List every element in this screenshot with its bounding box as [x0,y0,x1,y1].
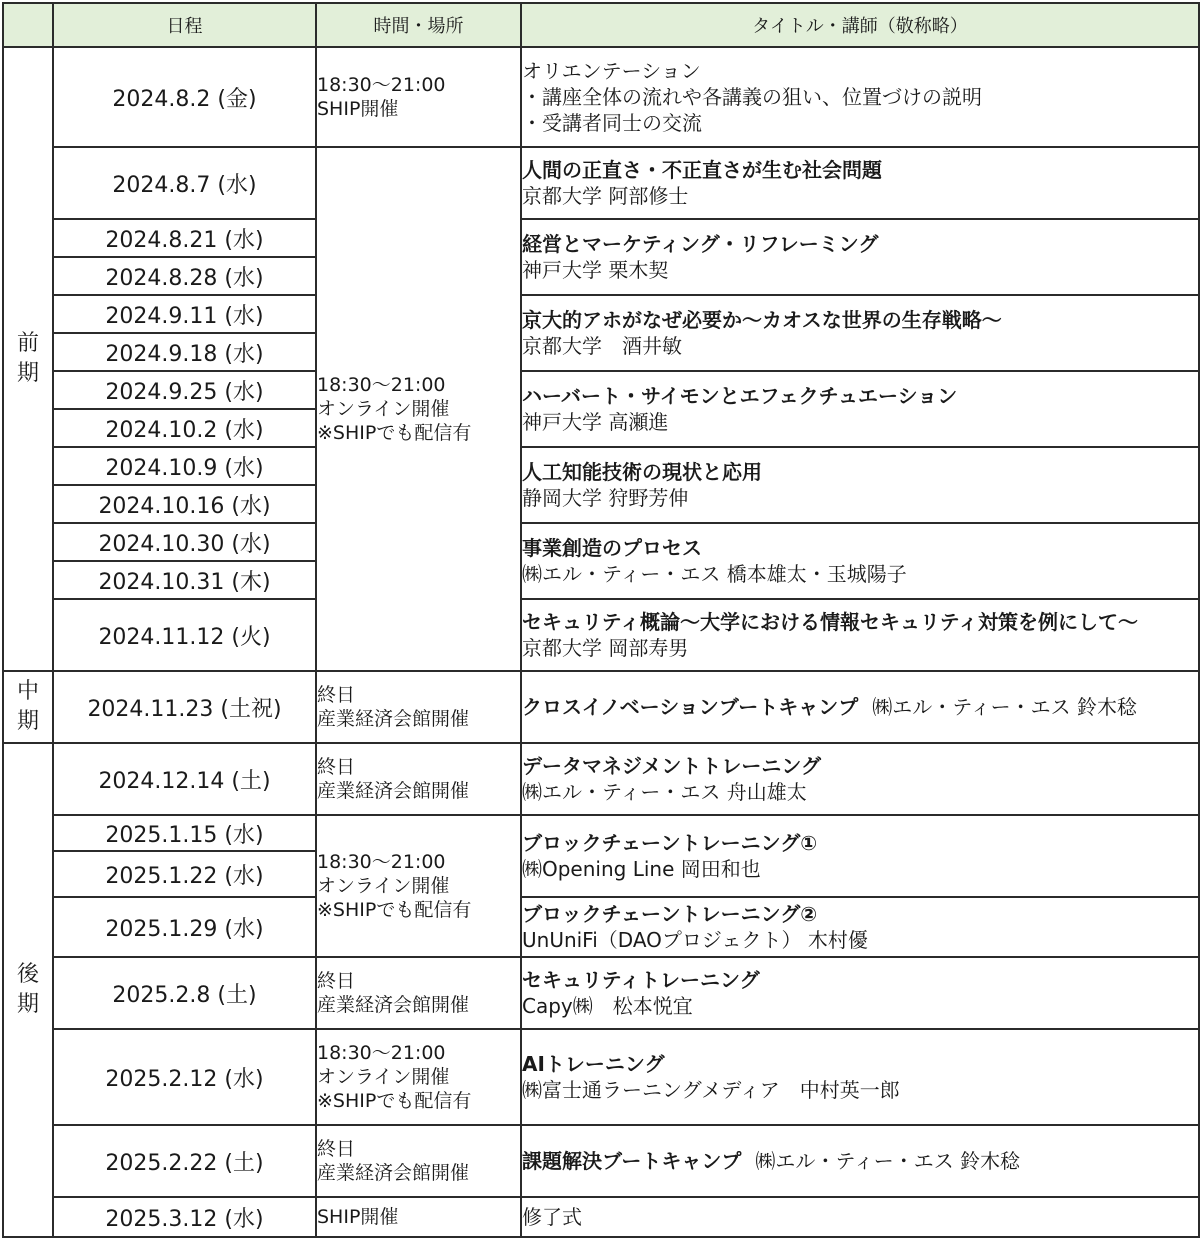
table-row [3,147,1199,219]
lecture-cell: セキュリティトレーニング Capy㈱ 松本悦宜 [521,957,1199,1029]
table-row [3,671,1199,743]
lecture-cell: データマネジメントトレーニング ㈱エル・ティー・エス 舟山雄太 [521,743,1199,815]
place-cell: 18:30～21:00 オンライン開催 ※SHIPでも配信有 [316,815,521,957]
date-cell: 2024.8.21 (水) [53,219,316,257]
header-title: タイトル・講師（敬称略） [521,3,1199,47]
table-row [3,371,1199,409]
date-cell: 2025.2.12 (水) [53,1029,316,1125]
lecture-cell: ブロックチェーントレーニング② UnUniFi（DAOプロジェクト） 木村優 [521,897,1199,957]
header-date: 日程 [53,3,316,47]
date-cell: 2024.12.14 (土) [53,743,316,815]
table-row [3,815,1199,851]
table-row [3,295,1199,333]
table-row [3,523,1199,561]
place-cell: 終日 産業経済会館開催 [316,743,521,815]
header-row [3,3,1199,47]
place-cell: 終日 産業経済会館開催 [316,957,521,1029]
lecture-cell: AIトレーニング ㈱富士通ラーニングメディア 中村英一郎 [521,1029,1199,1125]
date-cell: 2025.1.29 (水) [53,897,316,957]
lecture-cell: セキュリティ概論～大学における情報セキュリティ対策を例にして～ 京都大学 岡部寿男 [521,599,1199,671]
date-cell: 2024.10.16 (水) [53,485,316,523]
table-row [3,1029,1199,1125]
table-row [3,1125,1199,1197]
lecture-cell: クロスイノベーションブートキャンプ ㈱エル・ティー・エス 鈴木稔 [521,671,1199,743]
table-row [3,957,1199,1029]
header-place: 時間・場所 [316,3,521,47]
phase-early: 前 期 [3,47,53,671]
lecture-cell: 人間の正直さ・不正直さが生む社会問題 京都大学 阿部修士 [521,147,1199,219]
table-row [3,219,1199,257]
orientation-cell: オリエンテーション ・講座全体の流れや各講義の狙い、位置づけの説明 ・受講者同士の交流 [521,47,1199,147]
lecture-cell: ハーバート・サイモンとエフェクチュエーション 神戸大学 高瀬進 [521,371,1199,447]
date-cell: 2025.1.15 (水) [53,815,316,851]
place-cell: SHIP開催 [316,1197,521,1237]
date-cell: 2024.10.9 (水) [53,447,316,485]
date-cell: 2024.11.12 (火) [53,599,316,671]
date-cell: 2024.8.2 (金) [53,47,316,147]
lecture-cell: ブロックチェーントレーニング① ㈱Opening Line 岡田和也 [521,815,1199,897]
place-cell: 18:30～21:00 オンライン開催 ※SHIPでも配信有 [316,1029,521,1125]
lecture-cell: 課題解決ブートキャンプ ㈱エル・ティー・エス 鈴木稔 [521,1125,1199,1197]
date-cell: 2025.2.22 (土) [53,1125,316,1197]
header-phase [3,3,53,47]
date-cell: 2024.8.28 (水) [53,257,316,295]
date-cell: 2024.10.31 (木) [53,561,316,599]
table-row [3,47,1199,147]
place-cell: 終日 産業経済会館開催 [316,671,521,743]
date-cell: 2024.10.30 (水) [53,523,316,561]
date-cell: 2024.8.7 (水) [53,147,316,219]
phase-late: 後 期 [3,743,53,1237]
table-row [3,447,1199,485]
date-cell: 2024.9.18 (水) [53,333,316,371]
table-row [3,743,1199,815]
phase-mid: 中 期 [3,671,53,743]
table-row [3,897,1199,957]
place-cell: 18:30～21:00 オンライン開催 ※SHIPでも配信有 [316,147,521,671]
date-cell: 2025.3.12 (水) [53,1197,316,1237]
table-row [3,1197,1199,1237]
date-cell: 2025.1.22 (水) [53,851,316,897]
date-cell: 2024.11.23 (土祝) [53,671,316,743]
lecture-cell: 人工知能技術の現状と応用 静岡大学 狩野芳伸 [521,447,1199,523]
date-cell: 2024.9.25 (水) [53,371,316,409]
date-cell: 2024.9.11 (水) [53,295,316,333]
date-cell: 2024.10.2 (水) [53,409,316,447]
place-cell: 終日 産業経済会館開催 [316,1125,521,1197]
closing-cell: 修了式 [521,1197,1199,1237]
table-row [3,599,1199,671]
place-cell: 18:30～21:00 SHIP開催 [316,47,521,147]
schedule-table [2,2,1200,1238]
lecture-cell: 事業創造のプロセス ㈱エル・ティー・エス 橋本雄太・玉城陽子 [521,523,1199,599]
date-cell: 2025.2.8 (土) [53,957,316,1029]
lecture-cell: 経営とマーケティング・リフレーミング 神戸大学 栗木契 [521,219,1199,295]
lecture-cell: 京大的アホがなぜ必要か～カオスな世界の生存戦略～ 京都大学 酒井敏 [521,295,1199,371]
